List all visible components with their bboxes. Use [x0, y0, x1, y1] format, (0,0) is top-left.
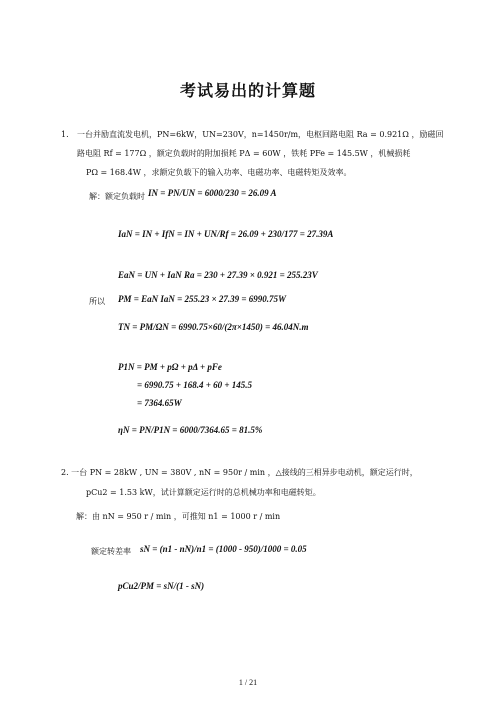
equation-EaN: EaN = UN + IaN Ra = 230 + 27.39 × 0.921 = 255.23V	[118, 270, 318, 280]
so-label: 所以	[89, 297, 105, 306]
equation-ratio: pCu2/PM = sN/(1 - sN)	[118, 581, 205, 591]
equation-P1N-line-3: = 7364.65W	[137, 398, 182, 408]
equation-IaN: IaN = IN + IfN = IN + UN/Rf = 26.09 + 230/177 = 27.39A	[118, 229, 334, 239]
problem-1-number: 1.	[61, 130, 69, 139]
page-title: 考试易出的计算题	[179, 81, 316, 100]
problem-2-line-2: pCu2 = 1.53 kW，试计算额定运行时的总机械功率和电磁转矩。	[86, 488, 321, 497]
equation-P1N-line-1: P1N = PM + pΩ + pΔ + pFe	[118, 362, 222, 372]
problem-1-line-3: PΩ = 168.4W ，求额定负载下的输入功率、电磁功率、电磁转矩及效率。	[86, 168, 352, 177]
equation-PM: PM = EaN IaN = 255.23 × 27.39 = 6990.75W	[118, 294, 287, 304]
equation-IN: IN = PN/UN = 6000/230 = 26.09 A	[148, 188, 277, 198]
problem-2-solution: 解：由 nN = 950 r / min ，可推知 n1 = 1000 r / min	[76, 512, 281, 521]
problem-1-line-1: 一台并励直流发电机，PN=6kW，UN=230V，n=1450r/m，电枢回路电阻 Ra = 0.921Ω ，励磁回	[77, 130, 444, 139]
equation-efficiency: ηN = PN/P1N = 6000/7364.65 = 81.5%	[118, 425, 263, 435]
slip-label: 额定转差率	[91, 547, 131, 556]
page-number: 1 / 21	[238, 678, 258, 687]
problem-2-line-1: 2. 一台 PN = 28kW , UN = 380V , nN = 950r / min ，△接线的三相异步电动机，额定运行时，	[61, 468, 418, 477]
equation-P1N-line-2: = 6990.75 + 168.4 + 60 + 145.5	[137, 380, 253, 390]
equation-sN: sN = (n1 - nN)/n1 = (1000 - 950)/1000 = 0.05	[140, 544, 307, 554]
equation-TN: TN = PM/ΩN = 6990.75×60/(2π×1450) = 46.04N.m	[118, 322, 309, 332]
solution-label: 解：额定负载时	[89, 192, 145, 201]
problem-1-line-2: 路电阻 Rf = 177Ω ，额定负载时的附加损耗 PΔ = 60W ，铁耗 PFe = 145.5W ，机械损耗	[77, 149, 411, 158]
